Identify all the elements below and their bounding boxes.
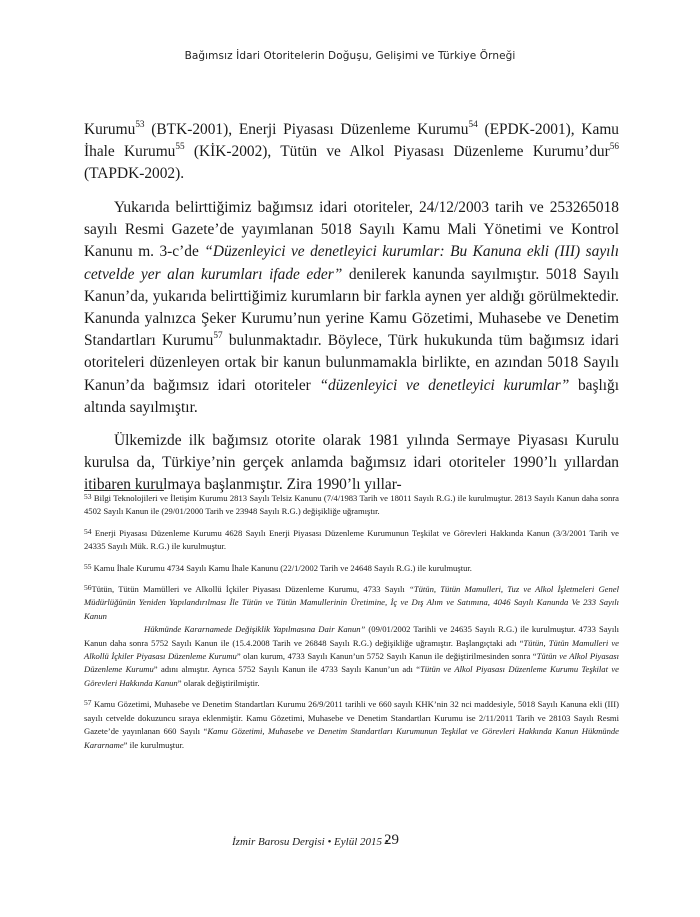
footnote-text: Tütün, Tütün Mamülleri ve Alkollü İçkiler Piyasası Düzenleme Kurumu, 4733 Sayılı (91, 584, 410, 595)
footnote-text: Bilgi Teknolojileri ve İletişim Kurumu 2813 Sayılı Telsiz Kanunu (7/4/1983 Tarih ve 18011 Sayılı R.G.) ile kurulmuştur. 2813 Sayılı Kanun daha sonra 4502 Sayılı Kanun ile (29/01/2000 Tarih ve 23948 Sayılı R.G.) değişikliğe uğramıştır. (84, 493, 619, 517)
text-run: Kurumu (84, 121, 136, 138)
text-run: (KİK-2002), Tütün ve Alkol Piyasası Düzenleme Kurumu’dur (184, 143, 610, 161)
running-header: Bağımsız İdari Otoritelerin Doğuşu, Gelişimi ve Türkiye Örneği (184, 50, 516, 62)
footnote-number: 55 (84, 561, 92, 571)
footnote-55 (84, 562, 619, 575)
text-run: denilerek kanunda sayılmıştır. 5018 Sayılı Kanun’da, yukarıda belirttiğimiz kurumların bir farkla aynen yer aldığı görülmektedir. Kanunda yalnızca Şeker Kurumu’nun yerine Kamu Gözetimi, Muhasebe ve Denetim Standartları Kurumu (84, 265, 619, 350)
body-paragraph-3 (84, 430, 619, 497)
footnote-italic: “Tütün, Tütün Mamulleri, Tuz ve Alkol İşletmeleri Genel Müdürlüğünün Yeniden Yapılandırılması İle Tütün ve Tütün Mamullerinin Üretimine, İç ve Dış Alım ve Satımına, 4046 Sayılı Kanunda Ve 233 Sayılı Kanun (84, 584, 619, 621)
footnote-text: ” adını almıştır. Ayrıca 5752 Sayılı Kanun ile 4733 Sayılı Kanun’un adı “ (153, 664, 421, 675)
footnote-number: 57 (84, 698, 92, 708)
body-paragraph-1 (84, 119, 619, 186)
text-run: (BTK-2001), Enerji Piyasası Düzenleme Kurumu (144, 121, 469, 138)
footnote-number: 56 (84, 583, 92, 593)
footnote-italic: Hükmünde Kararnamede Değişiklik Yapılmasına Dair Kanun” (144, 624, 366, 635)
footnote-italic: Tütün, Tütün Mamulleri ve Alkollü İçkiler Piyasası Düzenleme Kurumu (84, 637, 619, 662)
journal-name: İzmir Barosu Dergisi • Eylül 2015 • (232, 836, 389, 848)
footnote-54 (84, 527, 619, 554)
footnote-italic: Kamu Gözetimi, Muhasebe ve Denetim Standartları Kurumunun Teşkilat ve Görevleri Hakkında Kanun Hükmünde Kararname (84, 726, 619, 750)
text-run: (TAPDK-2002). (84, 165, 185, 183)
footnote-ref-56[interactable]: 56 (609, 140, 619, 151)
footnote-text: Kamu Gözetimi, Muhasebe ve Denetim Standartları Kurumu 26/9/2011 tarihli ve 660 sayılı KHK’nin 32 nci maddesiyle, 5018 Sayılı Kanuna ekli (III) sayılı cetvelde dokuzuncu sıraya eklenmiştir. Kamu Gözetimi, Muhasebe ve Denetim Standartları Kurumu ise 2/11/2011 Tarih ve 28103 Sayılı Resmi Gazete’de yayınlanan 660 Sayılı “ (84, 699, 619, 737)
footnote-ref-55[interactable]: 55 (175, 140, 185, 151)
footnote-italic: Tütün ve Alkol Piyasası Düzenleme Kurumu (84, 651, 619, 675)
footnote-ref-57[interactable]: 57 (213, 329, 223, 340)
footnote-italic: Tütün ve Alkol Piyasası Düzenleme Kurumu Teşkilat ve Görevleri Hakkında Kanun (84, 664, 619, 688)
text-run: (EPDK-2001), Kamu İhale Kurumu (84, 121, 619, 161)
footnote-text: (09/01/2002 Tarihli ve 24635 Sayılı R.G.) ile kurulmuştur. 4733 Sayılı Kanun daha sonra 5752 Sayılı Kanun ile (15.4.2008 Tarih ve 26848 Sayılı R.G.) değişikliğe uğramıştır. Başlangıçtaki adı “ (84, 624, 619, 648)
footnote-divider (84, 490, 164, 491)
footnote-56 (84, 583, 619, 690)
text-run: bulunmaktadır. Böylece, Türk hukukunda tüm bağımsız idari otoriteleri düzenleyen ortak bir kanun bulunmamakla birlikte, en azından 5018 Sayılı Kanun’da bağımsız idari otoriteler (84, 332, 619, 394)
body-paragraph-2 (84, 197, 619, 419)
italic-quote: “düzenleyici ve denetleyici kurumlar” (319, 376, 570, 394)
text-run: başlığı altında sayılmıştır. (84, 376, 619, 416)
footnote-number: 53 (84, 492, 92, 501)
footnote-number: 54 (84, 526, 92, 536)
footnote-ref-54[interactable]: 54 (468, 118, 478, 129)
page-number: 29 (384, 832, 399, 848)
footnote-text: ” olarak değiştirilmiştir. (177, 677, 260, 688)
footnote-text: Enerji Piyasası Düzenleme Kurumu 4628 Sayılı Enerji Piyasası Düzenleme Kurumunun Teşkilat ve Görevleri Hakkında Kanun (3/3/2001 Tarih ve 24335 Sayılı Mük. R.G.) ile kurulmuştur. (84, 527, 619, 552)
footnote-57 (84, 698, 619, 752)
text-run: Yukarıda belirttiğimiz bağımsız idari otoriteler, 24/12/2003 tarih ve 253265018 sayılı Resmi Gazete’de yayımlanan 5018 Sayılı Kamu Mali Yönetimi ve Kontrol Kanunu m. 3-c’de (84, 199, 619, 261)
paragraph-text: Ülkemizde ilk bağımsız otorite olarak 1981 yılında Sermaye Piyasası Kurulu kurulsa da, Türkiye’nin gerçek anlamda bağımsız idari otoriteler 1990’lı yıllardan itibaren kurulmaya başlanmıştır. Zira 1990’lı yıllar- (84, 432, 619, 494)
footnotes (84, 492, 619, 760)
footnote-53 (84, 492, 619, 519)
footnote-continuation (84, 623, 619, 690)
footnote-text: ” ile kurulmuştur. (123, 739, 185, 750)
footnote-text: ” olan kurum, 4733 Sayılı Kanun’un 5752 Sayılı Kanun ile değiştirilmesinden sonra “ (236, 651, 537, 662)
italic-quote: “Düzenleyici ve denetleyici kurumlar: Bu Kanuna ekli (III) sayılı cetvelde yer alan kurumları ifade eder” (84, 243, 619, 283)
footnote-text: Kamu İhale Kurumu 4734 Sayılı Kamu İhale Kanunu (22/1/2002 Tarih ve 24648 Sayılı R.G.) ile kurulmuştur. (93, 562, 472, 573)
footnote-ref-53[interactable]: 53 (135, 118, 145, 129)
